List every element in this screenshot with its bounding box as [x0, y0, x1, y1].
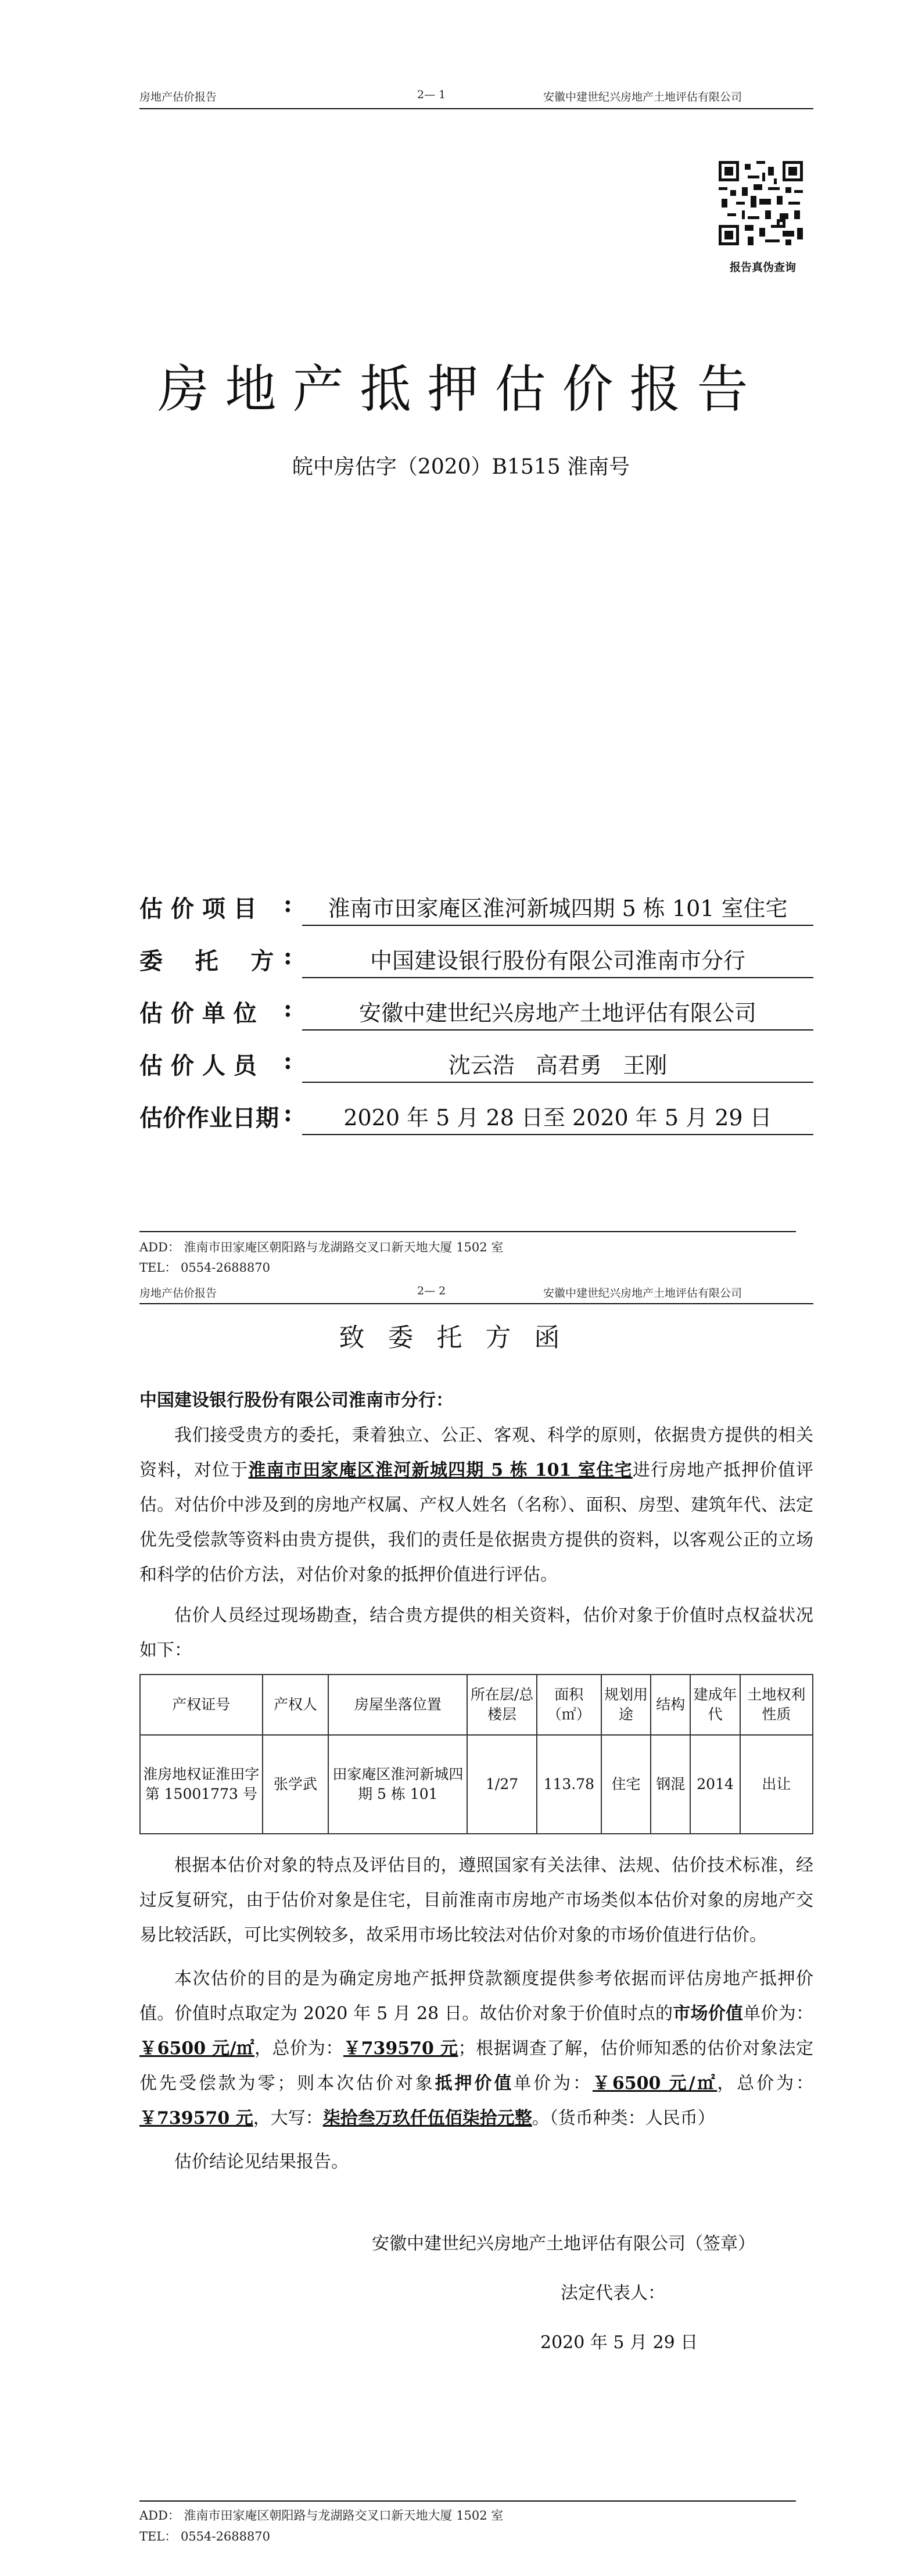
signature-date: 2020 年 5 月 29 日 — [540, 2332, 698, 2353]
footer-rule — [139, 2500, 796, 2502]
info-value-work-date: 2020 年 5 月 28 日至 2020 年 5 月 29 日 — [302, 1100, 813, 1135]
property-table — [139, 1674, 813, 1834]
header-left: 房地产估价报告 — [139, 1287, 217, 1300]
paragraph-2: 估价人员经过现场勘查，结合贵方提供的相关资料，估价对象于价值时点权益状况如下： — [139, 1605, 813, 1661]
footer-address: ADD： 淮南市田家庵区朝阳路与龙湖路交叉口新天地大厦 1502 室 — [139, 2509, 504, 2523]
paragraph-4-text: 。（货币种类：人民币） — [532, 2108, 715, 2128]
header-left: 房地产估价报告 — [139, 91, 217, 103]
table-cell: 1/27 — [467, 1735, 537, 1834]
info-label-work-date: 估价作业日期 — [139, 1104, 279, 1132]
table-header-cell: 建成年代 — [690, 1675, 740, 1735]
table-cell: 张学武 — [263, 1735, 329, 1834]
info-label-client: 委 托 方 — [139, 947, 274, 975]
total-in-words: 柒拾叁万玖仟伍佰柒拾元整 — [322, 2108, 532, 2128]
table-header-cell: 产权证号 — [140, 1675, 263, 1735]
report-number: 皖中房估字（2020）B1515 淮南号 — [292, 455, 630, 479]
paragraph-4-text: 本次估价的目的是为确定房地产抵押贷款额度提供参考依据而评估房地产抵押价值。价值时点取定为 2020 年 5 月 28 日。故估价对象于价值时点的 — [139, 1969, 813, 2024]
mortgage-total-price: ￥739570 元 — [139, 2108, 253, 2128]
property-address: 淮南市田家庵区淮河新城四期 5 栋 101 室住宅 — [248, 1460, 633, 1480]
market-value-keyword: 市场价值 — [673, 2003, 744, 2024]
footer-address: ADD： 淮南市田家庵区朝阳路与龙湖路交叉口新天地大厦 1502 室 — [139, 1240, 504, 1254]
table-header-cell: 产权人 — [263, 1675, 329, 1735]
table-cell: 出让 — [740, 1735, 813, 1834]
table-cell: 2014 — [690, 1735, 740, 1834]
info-value-client: 中国建设银行股份有限公司淮南市分行 — [302, 943, 813, 978]
table-header-cell: 土地权利性质 — [740, 1675, 813, 1735]
table-cell: 住宅 — [601, 1735, 651, 1834]
table-cell: 113.78 — [537, 1735, 601, 1834]
footer-tel: TEL： 0554-2688870 — [139, 1261, 271, 1275]
header-right: 安徽中建世纪兴房地产土地评估有限公司 — [543, 91, 742, 103]
paragraph-4-text: ；根据调查了解，估价师知悉的估价对象法定优先受偿款为零；则本次估价对象 — [139, 2038, 813, 2094]
mortgage-value-keyword: 抵押价值 — [435, 2073, 514, 2094]
paragraph-4-text: ，大写： — [253, 2108, 323, 2128]
info-value-project: 淮南市田家庵区淮河新城四期 5 栋 101 室住宅 — [302, 890, 813, 926]
table-row — [140, 1735, 813, 1834]
paragraph-1-text-a: 我们接受贵方的委托，秉着独立、公正、客观、科学的原则，依据贵方提供的相关资料，对位于 — [139, 1425, 813, 1480]
paragraph-4-text: ，总价为： — [254, 2038, 343, 2059]
paragraph-4-text: 单价为： — [514, 2073, 593, 2094]
table-header-cell: 结构 — [651, 1675, 690, 1735]
header-right: 安徽中建世纪兴房地产土地评估有限公司 — [543, 1287, 742, 1300]
paragraph-4-text: ，总价为： — [717, 2073, 814, 2094]
table-header-cell: 房屋坐落位置 — [328, 1675, 467, 1735]
info-label-appraisers: 估 价 人 员 — [139, 1052, 257, 1079]
report-title: 房地产抵押估价报告 — [157, 359, 765, 419]
header-rule — [139, 108, 813, 109]
table-cell: 淮房地权证淮田字第 15001773 号 — [140, 1735, 263, 1834]
table-header-cell: 规划用途 — [601, 1675, 651, 1735]
paragraph-4-text: 单价为： — [743, 2003, 814, 2024]
info-colon: : — [284, 890, 292, 918]
table-header-cell: 面积（㎡） — [537, 1675, 601, 1735]
paragraph-4 — [139, 1962, 813, 2136]
footer-rule — [139, 1231, 796, 1232]
letter-addressee: 中国建设银行股份有限公司淮南市分行： — [139, 1390, 453, 1411]
table-cell: 钢混 — [651, 1735, 690, 1834]
market-unit-price: ￥6500 元/㎡ — [139, 2038, 254, 2059]
footer-tel: TEL： 0554-2688870 — [139, 2530, 271, 2543]
info-value-appraisers: 沈云浩 高君勇 王刚 — [302, 1047, 813, 1083]
letter-title: 致委托方函 — [339, 1323, 583, 1353]
info-label-appraiser-unit: 估 价 单 位 — [139, 1000, 257, 1027]
signature-legal-rep: 法定代表人： — [561, 2283, 665, 2303]
paragraph-1-text-c: 进行房地产抵押价值评估。对估价中涉及到的房地产权属、产权人姓名（名称）、面积、房型、建筑年代、法定优先受偿款等资料由贵方提供，我们的责任是依据贵方提供的资料，以客观公正的立场和科学的估价方法，对估价对象的抵押价值进行评估。 — [139, 1460, 813, 1585]
info-colon: : — [284, 995, 292, 1022]
info-colon: : — [284, 1100, 292, 1127]
info-colon: : — [284, 943, 292, 970]
paragraph-1 — [139, 1418, 813, 1593]
table-cell: 田家庵区淮河新城四期 5 栋 101 — [328, 1735, 467, 1834]
info-value-appraiser-unit: 安徽中建世纪兴房地产土地评估有限公司 — [302, 995, 813, 1031]
qr-code-icon[interactable] — [719, 161, 803, 245]
header-page-number: 2— 1 — [417, 88, 446, 101]
market-total-price: ￥739570 元 — [343, 2038, 458, 2059]
header-page-number: 2— 2 — [417, 1285, 446, 1297]
table-header-cell: 所在层/总楼层 — [467, 1675, 537, 1735]
mortgage-unit-price: ￥6500 元/㎡ — [592, 2073, 717, 2094]
paragraph-3: 根据本估价对象的特点及评估目的，遵照国家有关法律、法规、估价技术标准，经过反复研究，由于估价对象是住宅，目前淮南市房地产市场类似本估价对象的房地产交易比较活跃，可比实例较多，故采用市场比较法对估价对象的市场价值进行估价。 — [139, 1855, 813, 1945]
header-rule — [139, 1303, 813, 1304]
info-label-project: 估 价 项 目 — [139, 895, 257, 922]
paragraph-5: 估价结论见结果报告。 — [174, 2152, 349, 2172]
table-header-row — [140, 1675, 813, 1735]
qr-caption: 报告真伪查询 — [729, 261, 796, 274]
info-colon: : — [284, 1047, 292, 1075]
signature-company: 安徽中建世纪兴房地产土地评估有限公司（签章） — [372, 2234, 755, 2254]
